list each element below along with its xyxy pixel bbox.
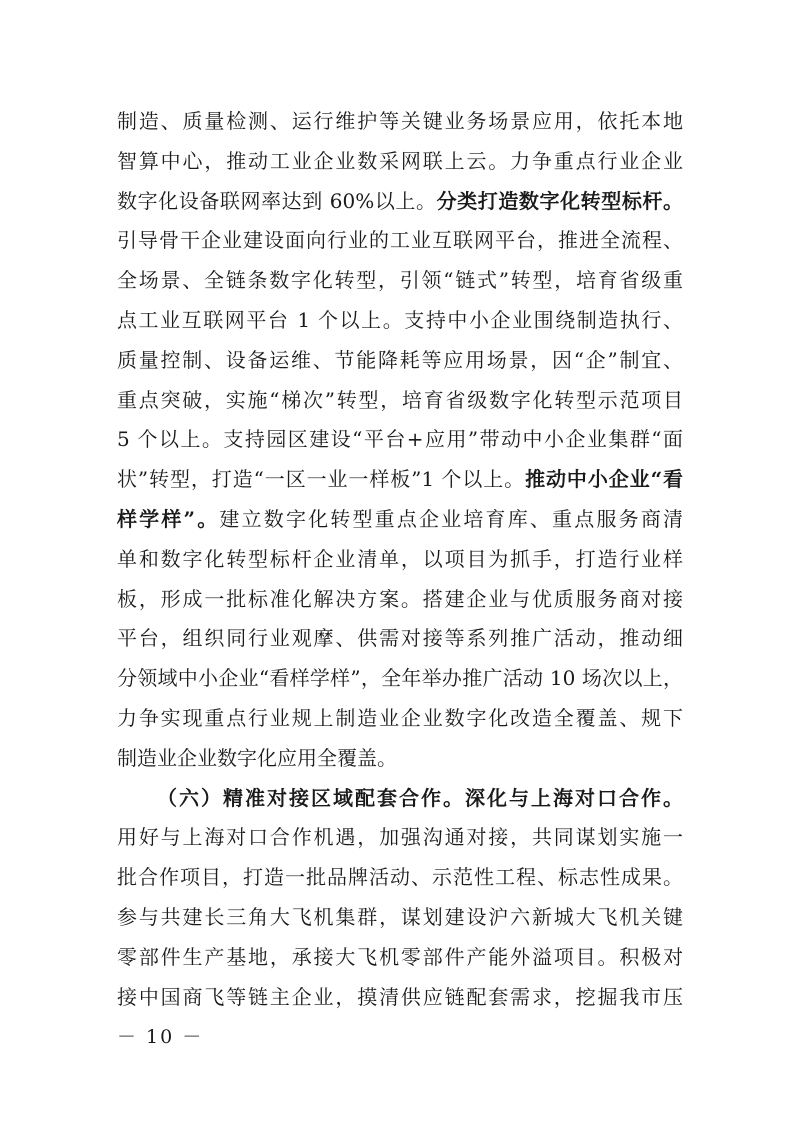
text-run: 5 个以上。支持园区建设“平台+应用”带动中小企业集群“面 <box>117 427 683 452</box>
text-line <box>117 142 683 182</box>
text-run: 全场景、全链条数字化转型，引领“链式”转型，培育省级重 <box>117 268 683 293</box>
text-line <box>117 301 683 341</box>
text-run: 质量控制、设备运维、节能降耗等应用场景，因“企”制宜、 <box>117 347 683 372</box>
text-line <box>117 381 683 421</box>
text-line <box>117 818 683 858</box>
text-run: 状”转型，打造“一区一业一样板”1 个以上。 <box>117 467 526 492</box>
text-line <box>117 858 683 898</box>
text-run: 板，形成一批标准化解决方案。搭建企业与优质服务商对接 <box>117 586 683 611</box>
text-run: 数字化设备联网率达到 60%以上。 <box>117 188 437 213</box>
text-run: 引导骨干企业建设面向行业的工业互联网平台，推进全流程、 <box>117 228 683 253</box>
bold-run: （六）精准对接区域配套合作。深化与上海对口合作。 <box>157 785 683 810</box>
text-run: 点工业互联网平台 1 个以上。支持中小企业围绕制造执行、 <box>117 307 683 332</box>
text-run: 建立数字化转型重点企业培育库、重点服务商清 <box>219 506 683 531</box>
text-run: 力争实现重点行业规上制造业企业数字化改造全覆盖、规下 <box>117 705 683 730</box>
text-run: 智算中心，推动工业企业数采网联上云。力争重点行业企业 <box>117 148 683 173</box>
text-run: 平台，组织同行业观摩、供需对接等系列推广活动，推动细 <box>117 626 683 651</box>
bold-run: 样学样”。 <box>117 506 220 531</box>
text-line <box>117 341 683 381</box>
text-run: 参与共建长三角大飞机集群，谋划建设沪六新城大飞机关键 <box>117 904 683 929</box>
text-line <box>117 261 683 301</box>
text-run: 零部件生产基地，承接大飞机零部件产能外溢项目。积极对 <box>117 944 683 969</box>
text-line <box>117 580 683 620</box>
text-line <box>117 500 683 540</box>
text-run: 批合作项目，打造一批品牌活动、示范性工程、标志性成果。 <box>117 865 683 890</box>
bold-run: 分类打造数字化转型标杆。 <box>436 188 684 213</box>
text-line <box>117 779 683 819</box>
text-line <box>117 221 683 261</box>
text-run: 制造业企业数字化应用全覆盖。 <box>117 745 397 770</box>
text-line <box>117 699 683 739</box>
text-line <box>117 182 683 222</box>
text-line <box>117 102 683 142</box>
text-run: 单和数字化转型标杆企业清单，以项目为抓手，打造行业样 <box>117 546 683 571</box>
text-line <box>117 739 683 779</box>
page-number: － 10 － <box>117 1026 204 1048</box>
text-run: 用好与上海对口合作机遇，加强沟通对接，共同谋划实施一 <box>117 825 683 850</box>
text-run: 接中国商飞等链主企业，摸清供应链配套需求，挖掘我市压 <box>117 984 683 1009</box>
text-run: 制造、质量检测、运行维护等关键业务场景应用，依托本地 <box>117 109 683 133</box>
text-run: 分领域中小企业“看样学样”，全年举办推广活动 10 场次以上， <box>117 666 683 691</box>
text-line <box>117 460 683 500</box>
text-line <box>117 420 683 460</box>
bold-run: 推动中小企业“看 <box>525 467 683 492</box>
text-line <box>117 619 683 659</box>
text-run: 重点突破，实施“梯次”转型，培育省级数字化转型示范项目 <box>117 387 683 412</box>
text-line <box>117 938 683 978</box>
text-line <box>117 659 683 699</box>
text-line <box>117 898 683 938</box>
text-line <box>117 540 683 580</box>
text-line <box>117 978 683 1018</box>
body-text <box>117 102 683 1017</box>
